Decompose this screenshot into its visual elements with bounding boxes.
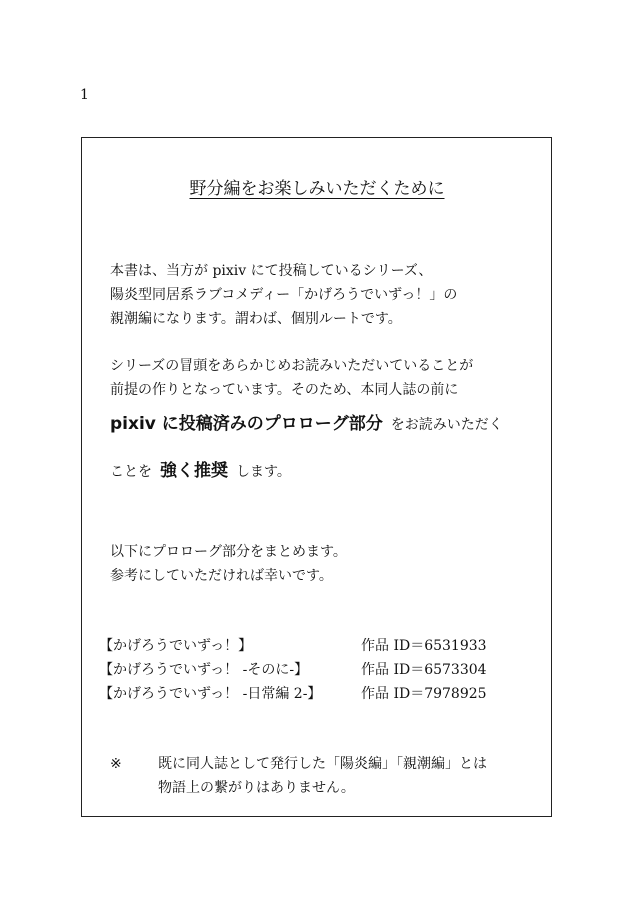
note-line: 物語上の繋がりはありません。 bbox=[158, 780, 355, 796]
work-id: 作品 ID＝6573304 bbox=[361, 662, 487, 678]
work-row bbox=[99, 658, 539, 682]
intro-paragraph bbox=[110, 259, 457, 331]
work-row bbox=[99, 634, 539, 658]
works-list bbox=[99, 634, 539, 706]
prereq-text: をお読みいただく bbox=[390, 417, 503, 433]
note-block bbox=[110, 752, 487, 800]
prologue-emphasis: pixiv に投稿済みのプロローグ部分 bbox=[110, 414, 383, 434]
summary-paragraph bbox=[110, 540, 347, 588]
note-line: 既に同人誌として発行した「陽炎編」「親潮編」とは bbox=[158, 756, 487, 772]
note-row bbox=[110, 776, 487, 800]
work-id: 作品 ID＝7978925 bbox=[361, 686, 487, 702]
work-row bbox=[99, 682, 539, 706]
prereq-line: シリーズの冒頭をあらかじめお読みいただいていることが bbox=[110, 358, 474, 374]
prereq-paragraph bbox=[110, 354, 473, 402]
page-title-text: 野分編をお楽しみいただくために bbox=[189, 179, 445, 199]
note-mark-spacer bbox=[110, 776, 158, 800]
summary-line: 以下にプロローグ部分をまとめます。 bbox=[110, 544, 347, 560]
prereq-emphasis-line bbox=[110, 410, 503, 439]
work-title: 【かげろうでいずっ！ -そのに-】 bbox=[99, 662, 309, 678]
prereq-line: 前提の作りとなっています。そのため、本同人誌の前に bbox=[110, 382, 459, 398]
intro-line: 陽炎型同居系ラブコメディー「かげろうでいずっ！」の bbox=[110, 287, 458, 303]
page-number: 1 bbox=[80, 87, 89, 103]
page-title bbox=[0, 176, 634, 202]
work-title: 【かげろうでいずっ！】 bbox=[99, 638, 253, 654]
work-title: 【かげろうでいずっ！ -日常編 2-】 bbox=[99, 686, 322, 702]
recommend-line bbox=[110, 457, 291, 486]
work-id: 作品 ID＝6531933 bbox=[361, 638, 487, 654]
recommend-text: ことを bbox=[110, 464, 152, 480]
note-mark: ※ bbox=[110, 756, 122, 772]
note-row bbox=[110, 752, 487, 776]
strong-recommend-emphasis: 強く推奨 bbox=[160, 461, 228, 481]
intro-line: 本書は、当方が pixiv にて投稿しているシリーズ、 bbox=[110, 263, 433, 279]
summary-line: 参考にしていただければ幸いです。 bbox=[110, 568, 333, 584]
intro-line: 親潮編になります。謂わば、個別ルートです。 bbox=[110, 311, 402, 327]
recommend-text-end: します。 bbox=[236, 464, 291, 480]
